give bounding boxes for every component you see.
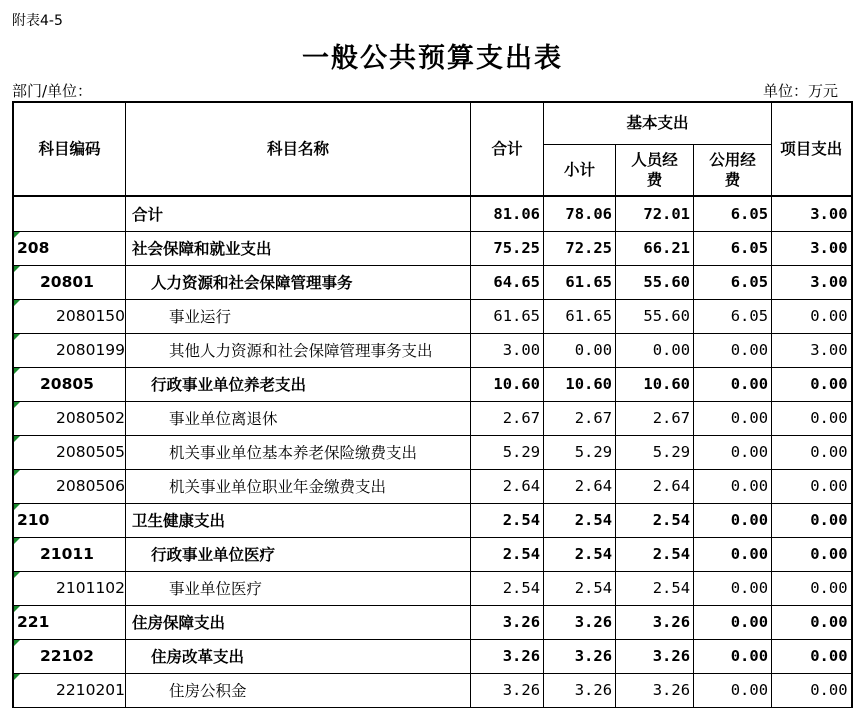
- cell-public: 0.00: [694, 639, 772, 673]
- cell-personnel: 2.54: [616, 503, 694, 537]
- cell-code: 2210201: [13, 673, 126, 707]
- cell-personnel: 10.60: [616, 367, 694, 401]
- cell-project: 0.00: [772, 537, 852, 571]
- cell-subtotal: 3.26: [544, 605, 616, 639]
- table-body: [13, 196, 852, 707]
- header-basic: 基本支出: [544, 102, 772, 144]
- table-row: [13, 265, 852, 299]
- cell-subtotal: 3.26: [544, 639, 616, 673]
- cell-public: 0.00: [694, 367, 772, 401]
- cell-public: 0.00: [694, 469, 772, 503]
- cell-name: 住房公积金: [126, 673, 471, 707]
- cell-total: 3.26: [471, 639, 544, 673]
- cell-name: 其他人力资源和社会保障管理事务支出: [126, 333, 471, 367]
- header-subtotal: 小计: [544, 144, 616, 196]
- header-name: 科目名称: [126, 102, 471, 196]
- cell-code: 2080150: [13, 299, 126, 333]
- cell-code: 2080502: [13, 401, 126, 435]
- table-row: [13, 469, 852, 503]
- cell-project: 0.00: [772, 401, 852, 435]
- table-row: [13, 503, 852, 537]
- cell-total: 81.06: [471, 196, 544, 231]
- cell-total: 2.54: [471, 571, 544, 605]
- cell-total: 61.65: [471, 299, 544, 333]
- cell-subtotal: 10.60: [544, 367, 616, 401]
- budget-table: [12, 101, 853, 708]
- cell-project: 0.00: [772, 605, 852, 639]
- cell-code: 2080199: [13, 333, 126, 367]
- cell-public: 0.00: [694, 333, 772, 367]
- cell-code: 221: [13, 605, 126, 639]
- cell-subtotal: 61.65: [544, 265, 616, 299]
- cell-project: 0.00: [772, 571, 852, 605]
- cell-project: 3.00: [772, 231, 852, 265]
- cell-personnel: 5.29: [616, 435, 694, 469]
- cell-subtotal: 72.25: [544, 231, 616, 265]
- table-row: [13, 571, 852, 605]
- cell-subtotal: 0.00: [544, 333, 616, 367]
- cell-project: 3.00: [772, 196, 852, 231]
- cell-subtotal: 78.06: [544, 196, 616, 231]
- cell-code: 2101102: [13, 571, 126, 605]
- cell-personnel: 3.26: [616, 605, 694, 639]
- cell-subtotal: 2.54: [544, 537, 616, 571]
- cell-personnel: 3.26: [616, 639, 694, 673]
- cell-subtotal: 2.54: [544, 571, 616, 605]
- cell-name: 人力资源和社会保障管理事务: [126, 265, 471, 299]
- cell-code: 22102: [13, 639, 126, 673]
- table-row: [13, 639, 852, 673]
- cell-personnel: 2.67: [616, 401, 694, 435]
- cell-project: 0.00: [772, 435, 852, 469]
- cell-subtotal: 61.65: [544, 299, 616, 333]
- cell-public: 0.00: [694, 503, 772, 537]
- table-row: [13, 231, 852, 265]
- attachment-label: 附表4-5: [12, 13, 63, 29]
- table-row: [13, 196, 852, 231]
- cell-name: 社会保障和就业支出: [126, 231, 471, 265]
- cell-total: 10.60: [471, 367, 544, 401]
- cell-subtotal: 3.26: [544, 673, 616, 707]
- cell-project: 0.00: [772, 673, 852, 707]
- cell-public: 0.00: [694, 571, 772, 605]
- cell-code: 20805: [13, 367, 126, 401]
- cell-public: 0.00: [694, 537, 772, 571]
- cell-personnel: 2.54: [616, 571, 694, 605]
- cell-name: 合计: [126, 196, 471, 231]
- cell-name: 行政事业单位医疗: [126, 537, 471, 571]
- cell-subtotal: 5.29: [544, 435, 616, 469]
- cell-name: 事业单位离退休: [126, 401, 471, 435]
- cell-total: 3.26: [471, 673, 544, 707]
- table-row: [13, 435, 852, 469]
- cell-code: 2080506: [13, 469, 126, 503]
- cell-public: 6.05: [694, 265, 772, 299]
- header-public: 公用经费: [694, 144, 772, 196]
- cell-public: 6.05: [694, 299, 772, 333]
- cell-total: 64.65: [471, 265, 544, 299]
- cell-public: 0.00: [694, 673, 772, 707]
- cell-total: 75.25: [471, 231, 544, 265]
- cell-project: 0.00: [772, 469, 852, 503]
- cell-code: 20801: [13, 265, 126, 299]
- cell-total: 5.29: [471, 435, 544, 469]
- cell-project: 0.00: [772, 299, 852, 333]
- cell-personnel: 72.01: [616, 196, 694, 231]
- cell-name: 住房保障支出: [126, 605, 471, 639]
- table-row: [13, 367, 852, 401]
- cell-personnel: 2.54: [616, 537, 694, 571]
- department-label: 部门/单位：: [12, 82, 93, 100]
- header-code: 科目编码: [13, 102, 126, 196]
- cell-total: 3.00: [471, 333, 544, 367]
- cell-total: 2.67: [471, 401, 544, 435]
- cell-name: 事业运行: [126, 299, 471, 333]
- cell-name: 机关事业单位基本养老保险缴费支出: [126, 435, 471, 469]
- table-row: [13, 333, 852, 367]
- header-project: 项目支出: [772, 102, 852, 196]
- page-title: 一般公共预算支出表: [302, 43, 563, 74]
- cell-subtotal: 2.67: [544, 401, 616, 435]
- cell-personnel: 3.26: [616, 673, 694, 707]
- cell-project: 0.00: [772, 367, 852, 401]
- cell-total: 2.54: [471, 537, 544, 571]
- cell-public: 6.05: [694, 196, 772, 231]
- cell-code: 208: [13, 231, 126, 265]
- cell-code: 2080505: [13, 435, 126, 469]
- cell-name: 事业单位医疗: [126, 571, 471, 605]
- cell-total: 3.26: [471, 605, 544, 639]
- cell-code: [13, 196, 126, 231]
- cell-name: 卫生健康支出: [126, 503, 471, 537]
- cell-personnel: 2.64: [616, 469, 694, 503]
- cell-project: 0.00: [772, 639, 852, 673]
- cell-personnel: 0.00: [616, 333, 694, 367]
- cell-name: 行政事业单位养老支出: [126, 367, 471, 401]
- header-total: 合计: [471, 102, 544, 196]
- table-row: [13, 537, 852, 571]
- table-row: [13, 605, 852, 639]
- cell-personnel: 55.60: [616, 299, 694, 333]
- cell-project: 3.00: [772, 265, 852, 299]
- cell-name: 住房改革支出: [126, 639, 471, 673]
- cell-code: 21011: [13, 537, 126, 571]
- unit-label: 单位：万元: [763, 82, 839, 100]
- cell-subtotal: 2.54: [544, 503, 616, 537]
- cell-subtotal: 2.64: [544, 469, 616, 503]
- table-row: [13, 673, 852, 707]
- header-personnel: 人员经费: [616, 144, 694, 196]
- cell-personnel: 55.60: [616, 265, 694, 299]
- cell-name: 机关事业单位职业年金缴费支出: [126, 469, 471, 503]
- cell-project: 0.00: [772, 503, 852, 537]
- cell-code: 210: [13, 503, 126, 537]
- cell-public: 0.00: [694, 401, 772, 435]
- cell-public: 6.05: [694, 231, 772, 265]
- cell-total: 2.54: [471, 503, 544, 537]
- table-row: [13, 299, 852, 333]
- cell-personnel: 66.21: [616, 231, 694, 265]
- cell-public: 0.00: [694, 435, 772, 469]
- cell-public: 0.00: [694, 605, 772, 639]
- cell-project: 3.00: [772, 333, 852, 367]
- cell-total: 2.64: [471, 469, 544, 503]
- table-row: [13, 401, 852, 435]
